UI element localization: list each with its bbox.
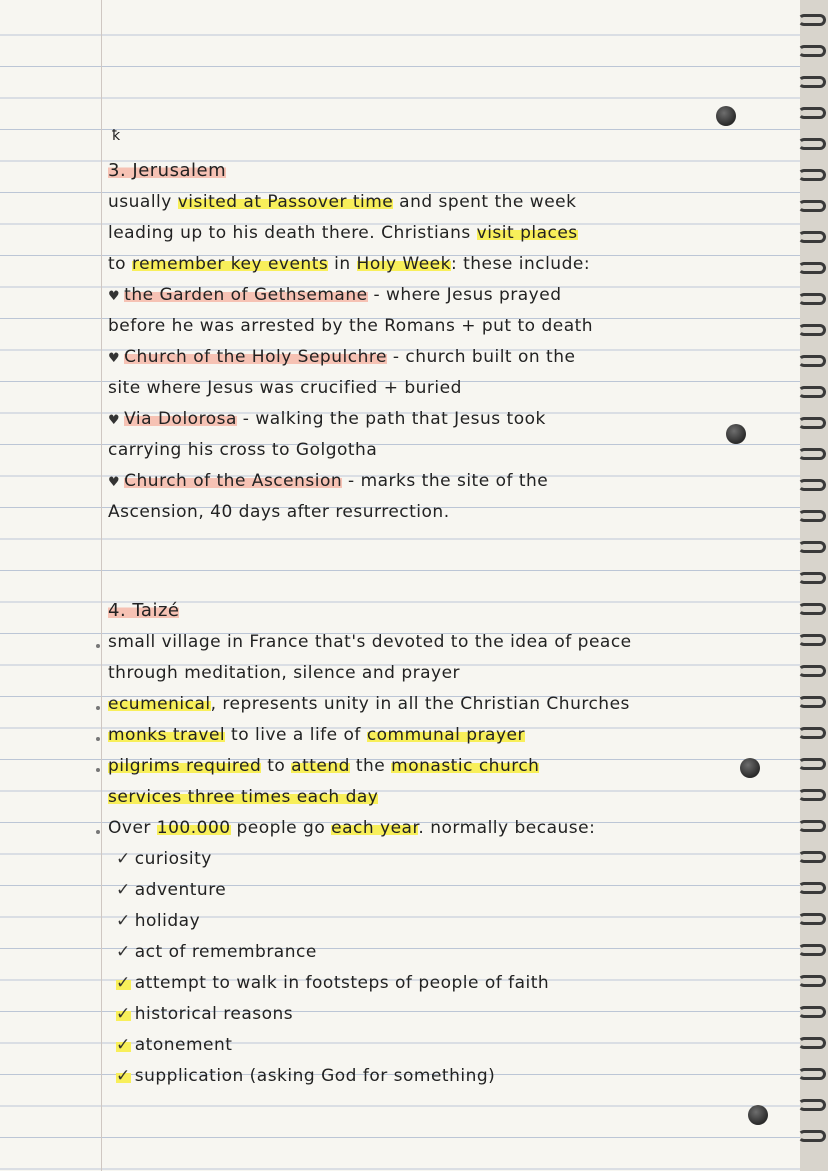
- check-icon: ✓: [116, 942, 131, 962]
- text: Ascension, 40 days after resurrection.: [108, 502, 450, 522]
- text-line: [108, 316, 593, 344]
- bullet-dot: [96, 706, 100, 710]
- bullet-dot: [96, 737, 100, 741]
- text-line: [108, 254, 590, 282]
- reason-item: [116, 973, 549, 1001]
- bullet-dot: [96, 768, 100, 772]
- text: atonement: [134, 1035, 233, 1055]
- highlight: Via Dolorosa: [124, 409, 237, 429]
- bullet-dot: [96, 830, 100, 834]
- highlight: Holy Week: [356, 254, 451, 274]
- highlight: Church of the Holy Sepulchre: [124, 347, 387, 367]
- text: leading up to his death there. Christians: [108, 223, 477, 243]
- text-line: [108, 378, 462, 406]
- text: to: [108, 254, 132, 274]
- reason-item: [116, 849, 212, 877]
- text: and spent the week: [393, 192, 577, 212]
- highlight: the Garden of Gethsemane: [124, 285, 368, 305]
- text-line: [108, 663, 460, 691]
- reason-item: [116, 1066, 495, 1094]
- highlight: communal prayer: [366, 725, 525, 745]
- highlight: 100.000: [156, 818, 231, 838]
- text: historical reasons: [134, 1004, 294, 1024]
- text: - where Jesus prayed: [367, 285, 562, 305]
- highlight: remember key events: [131, 254, 329, 274]
- text: supplication (asking God for something): [134, 1066, 496, 1086]
- text-line: [108, 756, 539, 784]
- reason-item: [116, 880, 226, 908]
- punch-hole: [726, 424, 746, 444]
- highlight: Church of the Ascension: [124, 471, 343, 491]
- section-heading-jerusalem: [108, 160, 226, 188]
- bullet-dot: [96, 644, 100, 648]
- bullet-line: [108, 347, 575, 375]
- check-icon: ✓: [116, 880, 131, 900]
- heart-bullet-icon: ♥: [108, 475, 121, 490]
- reason-item: [116, 1004, 293, 1032]
- text: Over: [108, 818, 157, 838]
- punch-hole: [740, 758, 760, 778]
- text: through meditation, silence and prayer: [108, 663, 461, 683]
- heading-text: 4. Taizé: [108, 600, 180, 621]
- heart-bullet-icon: ♥: [108, 289, 121, 304]
- text: usually: [108, 192, 178, 212]
- highlight: monastic church: [391, 756, 540, 776]
- text: before he was arrested by the Romans + put to death: [108, 316, 594, 336]
- check-icon: ✓: [116, 849, 131, 869]
- text: holiday: [134, 911, 201, 931]
- text: : these include:: [450, 254, 591, 274]
- highlight: each year: [331, 818, 419, 838]
- highlight: services three times each day: [108, 787, 379, 807]
- text-line: [108, 725, 525, 753]
- heart-bullet-icon: ♥: [108, 351, 121, 366]
- margin-mark: ꝁ: [112, 128, 121, 144]
- text: the: [349, 756, 392, 776]
- text: - marks the site of the: [342, 471, 549, 491]
- text-line: [108, 192, 576, 220]
- reason-item: [116, 942, 317, 970]
- text-line: [108, 694, 630, 722]
- text: curiosity: [134, 849, 212, 869]
- punch-hole: [716, 106, 736, 126]
- bullet-line: [108, 471, 548, 499]
- highlight: ecumenical: [108, 694, 211, 714]
- check-icon: ✓: [116, 911, 131, 931]
- text-line: [108, 223, 578, 251]
- bullet-line: [108, 285, 562, 313]
- highlight: visited at Passover time: [177, 192, 394, 212]
- check-icon: ✓: [116, 973, 131, 993]
- highlight: visit places: [476, 223, 578, 243]
- section-heading-taize: [108, 600, 179, 628]
- reason-item: [116, 911, 200, 939]
- punch-hole: [748, 1105, 768, 1125]
- text-line: [108, 502, 450, 530]
- check-icon: ✓: [116, 1004, 131, 1024]
- text-line: [108, 818, 595, 846]
- text-line: [108, 440, 377, 468]
- text-line: [108, 632, 632, 660]
- text: - walking the path that Jesus took: [236, 409, 546, 429]
- text: small village in France that's devoted to the idea of peace: [108, 632, 632, 652]
- text: carrying his cross to Golgotha: [108, 440, 378, 460]
- text: attempt to walk in footsteps of people of faith: [134, 973, 550, 993]
- text: site where Jesus was crucified + buried: [108, 378, 462, 398]
- text-line: [108, 787, 378, 815]
- text: adventure: [134, 880, 227, 900]
- bullet-line: [108, 409, 546, 437]
- heart-bullet-icon: ♥: [108, 413, 121, 428]
- reason-item: [116, 1035, 232, 1063]
- highlight: monks travel: [108, 725, 226, 745]
- text: . normally because:: [418, 818, 596, 838]
- heading-text: 3. Jerusalem: [108, 160, 227, 181]
- check-icon: ✓: [116, 1035, 131, 1055]
- text: to live a life of: [225, 725, 367, 745]
- text: people go: [230, 818, 332, 838]
- text: - church built on the: [386, 347, 576, 367]
- text: , represents unity in all the Christian Churches: [210, 694, 630, 714]
- highlight: pilgrims required: [108, 756, 262, 776]
- highlight: attend: [291, 756, 350, 776]
- text: in: [328, 254, 357, 274]
- text: act of remembrance: [134, 942, 317, 962]
- check-icon: ✓: [116, 1066, 131, 1086]
- text: to: [261, 756, 292, 776]
